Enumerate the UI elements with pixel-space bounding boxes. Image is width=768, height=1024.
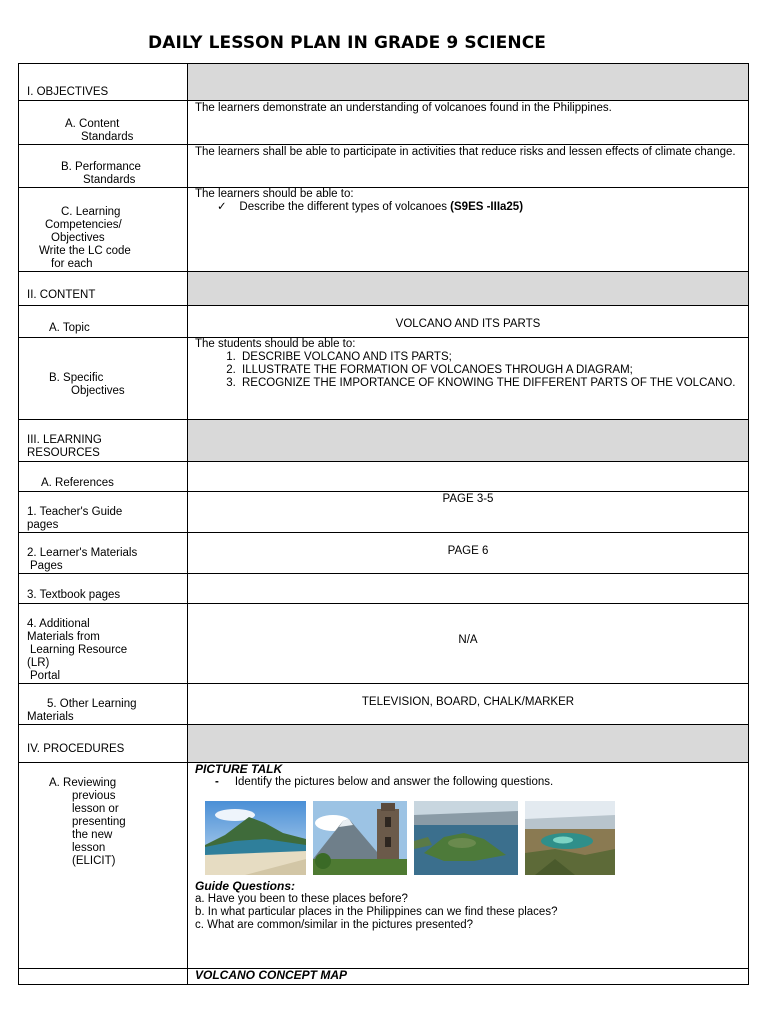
review-label-2: previous <box>72 790 116 802</box>
topic-label: A. Topic <box>49 322 90 334</box>
additional-materials-label-cell <box>19 604 188 684</box>
learners-materials-label-2: Pages <box>30 560 63 572</box>
other-materials-row <box>19 684 749 725</box>
review-label-5: the new <box>72 829 113 841</box>
lc-item-text: Describe the different types of volcanoes <box>239 201 447 213</box>
teachers-guide-value-cell <box>188 492 749 533</box>
topic-value: VOLCANO AND ITS PARTS <box>395 318 541 330</box>
other-materials-value: TELEVISION, BOARD, CHALK/MARKER <box>361 696 575 708</box>
additional-materials-row <box>19 604 749 684</box>
learners-materials-label-cell <box>19 533 188 574</box>
content-standards-label: A. Content <box>65 118 120 130</box>
objectives-header-row <box>19 64 749 101</box>
specific-intro: The students should be able to: <box>195 338 356 350</box>
resources-header-cell <box>19 420 188 462</box>
textbook-label: 3. Textbook pages <box>27 589 121 601</box>
review-label-3: lesson or <box>72 803 119 815</box>
add-label-4: (LR) <box>27 657 50 669</box>
procedures-header-cell <box>19 725 188 763</box>
lc-item <box>195 201 741 214</box>
add-label-3: Learning Resource <box>30 644 128 656</box>
references-label: A. References <box>41 477 114 489</box>
content-standards-text: The learners demonstrate an understanding of volcanoes found in the Philippines. <box>188 101 749 145</box>
list-item: 2. ILLUSTRATE THE FORMATION OF VOLCANOES THROUGH A DIAGRAM; <box>239 364 741 377</box>
lc-label-4: Write the LC code <box>39 245 131 257</box>
checkmark-icon: ✓ <box>217 201 227 213</box>
add-label-1: 4. Additional <box>27 618 90 630</box>
other-materials-value-cell <box>188 684 749 725</box>
procedures-header-fill <box>188 725 749 763</box>
references-value-cell <box>188 462 749 492</box>
learners-materials-row <box>19 533 749 574</box>
content-standards-row <box>19 101 749 145</box>
performance-standards-label-cell <box>19 145 188 188</box>
topic-value-cell <box>188 306 749 338</box>
instruction <box>195 776 741 789</box>
textbook-label-cell <box>19 574 188 604</box>
topic-row <box>19 306 749 338</box>
lesson-plan-table <box>18 63 749 985</box>
teachers-guide-label-2: pages <box>27 519 59 531</box>
review-label-6: lesson <box>72 842 106 854</box>
reviewing-cell <box>188 763 749 969</box>
specific-objectives-label-2: Objectives <box>71 385 125 397</box>
other-materials-label: 5. Other Learning <box>47 698 137 710</box>
other-materials-label-2: Materials <box>27 711 74 723</box>
volcano-island-photo <box>205 801 306 875</box>
procedures-header-row <box>19 725 749 763</box>
references-label-cell <box>19 462 188 492</box>
concept-map-heading: VOLCANO CONCEPT MAP <box>195 968 348 982</box>
performance-standards-row <box>19 145 749 188</box>
additional-materials-value: N/A <box>458 634 478 646</box>
content-standards-label-2: Standards <box>81 131 134 143</box>
lc-label-2: Competencies/ <box>45 219 122 231</box>
objectives-header-cell <box>19 64 188 101</box>
concept-map-row <box>19 969 749 985</box>
lc-code: (S9ES -IIIa25) <box>450 201 524 213</box>
learning-competencies-row <box>19 188 749 272</box>
lc-label-5: for each <box>51 258 93 270</box>
specific-objectives-label-cell <box>19 338 188 420</box>
guide-question-b: b. In what particular places in the Philippines can we find these places? <box>195 906 558 918</box>
crater-lake-photo <box>525 801 615 875</box>
content-header-cell <box>19 272 188 306</box>
performance-standards-text-cell <box>188 145 749 188</box>
specific-objectives-row <box>19 338 749 420</box>
resources-header-2: RESOURCES <box>27 447 100 459</box>
mayon-volcano-ruins-photo <box>313 801 407 875</box>
list-item: 3. RECOGNIZE THE IMPORTANCE OF KNOWING THE DIFFERENT PARTS OF THE VOLCANO. <box>239 377 741 390</box>
add-label-5: Portal <box>30 670 61 682</box>
teachers-guide-value: PAGE 3-5 <box>442 493 494 505</box>
page-title: DAILY LESSON PLAN IN GRADE 9 SCIENCE <box>148 33 547 53</box>
teachers-guide-label-cell <box>19 492 188 533</box>
lc-label-1: C. Learning <box>61 206 121 218</box>
add-label-2: Materials from <box>27 631 100 643</box>
resources-header-row <box>19 420 749 462</box>
instruction-text: Identify the pictures below and answer the following questions. <box>234 776 554 788</box>
other-materials-label-cell <box>19 684 188 725</box>
review-label-1: A. Reviewing <box>49 777 117 789</box>
resources-header-fill <box>188 420 749 462</box>
topic-label-cell <box>19 306 188 338</box>
picture-talk-heading: PICTURE TALK <box>195 762 283 776</box>
procedures-header: IV. PROCEDURES <box>27 743 125 755</box>
learning-competencies-label-cell <box>19 188 188 272</box>
learning-competencies-cell <box>188 188 749 272</box>
concept-map-cell <box>188 969 749 985</box>
reviewing-label-cell <box>19 763 188 969</box>
teachers-guide-label: 1. Teacher's Guide <box>27 506 123 518</box>
dash-bullet: - <box>215 776 219 788</box>
specific-objectives-label: B. Specific <box>49 372 104 384</box>
lc-label-3: Objectives <box>51 232 105 244</box>
guide-question-a: a. Have you been to these places before? <box>195 893 408 905</box>
picture-strip <box>205 801 741 875</box>
content-standards-label-cell <box>19 101 188 145</box>
performance-standards-label: B. Performance <box>61 161 141 173</box>
list-item: 1. DESCRIBE VOLCANO AND ITS PARTS; <box>239 351 741 364</box>
specific-objectives-list <box>195 351 741 390</box>
guide-question-c: c. What are common/similar in the pictures presented? <box>195 919 474 931</box>
review-label-4: presenting <box>72 816 126 828</box>
lc-intro: The learners should be able to: <box>195 188 354 200</box>
textbook-value-cell <box>188 574 749 604</box>
objectives-header-fill <box>188 64 749 101</box>
performance-standards-text: The learners shall be able to participate in activities that reduce risks and lessen effects of climate change. <box>195 146 736 158</box>
content-header-fill <box>188 272 749 306</box>
reviewing-row <box>19 763 749 969</box>
specific-objectives-cell <box>188 338 749 420</box>
taal-volcano-photo <box>414 801 518 875</box>
resources-header: III. LEARNING <box>27 434 102 446</box>
additional-materials-value-cell <box>188 604 749 684</box>
review-label-7: (ELICIT) <box>72 855 116 867</box>
learners-materials-value: PAGE 6 <box>447 545 489 557</box>
objectives-header: I. OBJECTIVES <box>27 86 109 98</box>
guide-questions-heading: Guide Questions: <box>195 879 296 893</box>
references-row <box>19 462 749 492</box>
concept-map-label-cell <box>19 969 188 985</box>
content-header-row <box>19 272 749 306</box>
learners-materials-label: 2. Learner's Materials <box>27 547 138 559</box>
learners-materials-value-cell <box>188 533 749 574</box>
teachers-guide-row <box>19 492 749 533</box>
content-header: II. CONTENT <box>27 289 96 301</box>
performance-standards-label-2: Standards <box>83 174 136 186</box>
textbook-row <box>19 574 749 604</box>
